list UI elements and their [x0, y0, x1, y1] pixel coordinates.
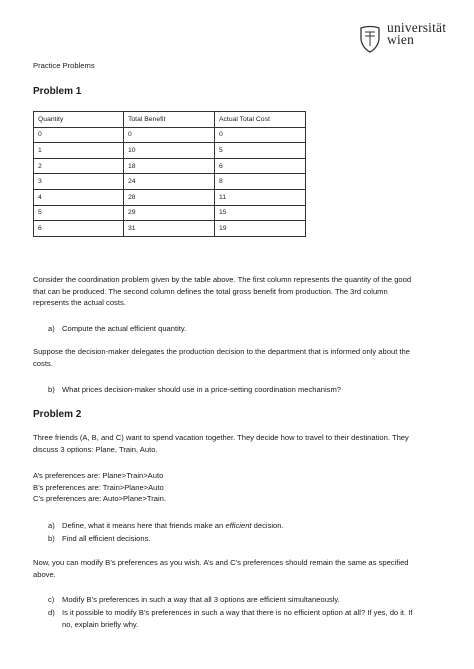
logo-line-1: universität	[387, 20, 447, 35]
table-cell: 0	[34, 127, 124, 143]
table-cell: 28	[124, 189, 215, 205]
university-seal-icon	[356, 24, 384, 54]
table-cell: 29	[124, 205, 215, 221]
table-row	[34, 127, 306, 143]
list-marker: b)	[48, 534, 55, 543]
table-cell: 6	[34, 221, 124, 237]
problem-2-question-b	[48, 533, 151, 545]
problem-1-question-a	[48, 323, 186, 335]
problem-2-paragraph	[33, 557, 443, 580]
logo-line-2: wien	[387, 32, 415, 47]
problem-1-paragraph-2	[33, 346, 443, 369]
table-header-cell: Quantity	[34, 112, 124, 128]
text-line: Now, you can modify B’s preferences as you wish. A’s and C’s preferences should remain the same as specified	[33, 558, 409, 567]
text-line: Consider the coordination problem given by the table above. The first column represents the quantity of the good	[33, 275, 412, 284]
table-cell: 6	[215, 158, 306, 174]
text-line: represents the actual costs.	[33, 298, 126, 307]
table-cell: 10	[124, 143, 215, 159]
question-text: Find all efficient decisions.	[62, 534, 151, 543]
table-cell: 5	[215, 143, 306, 159]
table-header-cell: Actual Total Cost	[215, 112, 306, 128]
text-line: discuss 3 options: Plane, Train, Auto.	[33, 444, 158, 454]
document-title: Practice Problems	[33, 61, 95, 70]
list-marker: a)	[48, 324, 55, 333]
emphasized-word: efficient	[225, 521, 252, 530]
table-cell: 0	[215, 127, 306, 143]
problem-1-paragraph-1	[33, 274, 443, 309]
table-cell: 31	[124, 221, 215, 237]
question-text: Modify B’s preferences in such a way that all 3 options are efficient simultaneously.	[62, 595, 340, 604]
problem-2-question-c	[48, 594, 340, 606]
logo-text	[387, 22, 446, 46]
table-cell: 5	[34, 205, 124, 221]
table-cell: 2	[34, 158, 124, 174]
table-row	[34, 174, 306, 190]
table-cell: 19	[215, 221, 306, 237]
problem-1-question-b	[48, 384, 341, 396]
list-marker: d)	[48, 608, 55, 617]
table-row	[34, 189, 306, 205]
text-line: Suppose the decision-maker delegates the production decision to the department that is informed only about the	[33, 347, 410, 356]
preferences-list	[33, 470, 443, 505]
text-line: that can be produced. The second column defines the total gross benefit from production. The 3rd column	[33, 286, 388, 296]
preference-line: C’s preferences are: Auto>Plane>Train.	[33, 494, 166, 503]
question-text-start: Define, what it means here that friends make an	[62, 521, 226, 530]
table-row	[34, 158, 306, 174]
table-cell: 1	[34, 143, 124, 159]
list-marker: b)	[48, 385, 55, 394]
question-text-continued: no, explain briefly why.	[62, 619, 139, 629]
question-text: What prices decision-maker should use in a price-setting coordination mechanism?	[62, 385, 341, 394]
university-logo	[356, 22, 466, 58]
table-cell: 8	[215, 174, 306, 190]
question-text: Is it possible to modify B’s preferences in such a way that there is no efficient option at all? If yes, do it. If	[62, 608, 413, 617]
problem-2-intro	[33, 432, 443, 455]
list-marker: c)	[48, 595, 55, 604]
question-text: Compute the actual efficient quantity.	[62, 324, 187, 333]
table-row	[34, 221, 306, 237]
problem-1-heading: Problem 1	[33, 86, 82, 97]
table-cell: 24	[124, 174, 215, 190]
table-header-cell: Total Benefit	[124, 112, 215, 128]
table-header-row	[34, 112, 306, 128]
table-row	[34, 143, 306, 159]
table-row	[34, 205, 306, 221]
cost-benefit-table	[33, 111, 306, 237]
preference-line: A’s preferences are: Plane>Train>Auto	[33, 471, 164, 480]
table-cell: 0	[124, 127, 215, 143]
problem-2-question-d	[48, 607, 412, 630]
list-marker: a)	[48, 521, 55, 530]
problem-2-question-a	[48, 520, 284, 532]
table-cell: 3	[34, 174, 124, 190]
problem-2-heading: Problem 2	[33, 409, 82, 420]
question-text-end: decision.	[251, 521, 284, 530]
text-line: above.	[33, 569, 56, 579]
table-cell: 4	[34, 189, 124, 205]
table-cell: 11	[215, 189, 306, 205]
text-line: Three friends (A, B, and C) want to spend vacation together. They decide how to travel to their destination. They	[33, 433, 409, 442]
table-cell: 18	[124, 158, 215, 174]
preference-line: B’s preferences are: Train>Plane>Auto	[33, 482, 164, 492]
table-cell: 15	[215, 205, 306, 221]
text-line: costs.	[33, 358, 53, 368]
